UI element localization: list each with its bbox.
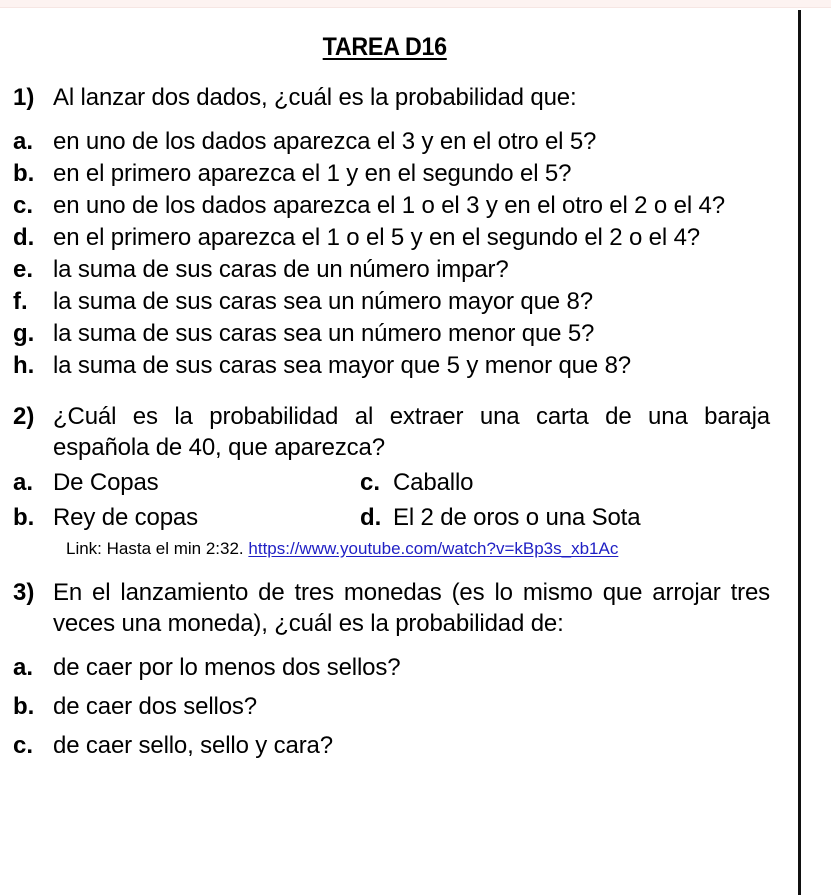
question-2-item-d-text: El 2 de oros o una Sota xyxy=(393,503,641,531)
page-title-text: TAREA D16 xyxy=(322,33,448,61)
question-1-item-a xyxy=(0,126,798,157)
question-3-item-a-text: de caer por lo menos dos sellos? xyxy=(53,653,401,681)
question-2-options-row-2 xyxy=(0,502,798,533)
page-title xyxy=(0,34,770,62)
reference-link-line xyxy=(0,537,798,560)
question-3-item-b-marker: b. xyxy=(13,692,35,720)
question-1-item-g-marker: g. xyxy=(13,319,35,347)
question-1-item-g xyxy=(0,318,798,349)
right-margin-rule xyxy=(798,10,801,895)
question-2-item-b-marker: b. xyxy=(13,503,35,531)
question-3-item-c xyxy=(0,730,798,761)
question-1-item-h xyxy=(0,350,798,381)
question-1-item-f-marker: f. xyxy=(13,287,28,315)
question-2-item-c-text: Caballo xyxy=(393,468,474,496)
question-1-item-c-text: en uno de los dados aparezca el 1 o el 3 y en el otro el 2 o el 4? xyxy=(53,191,725,219)
question-1-item-b-marker: b. xyxy=(13,159,35,187)
youtube-link[interactable]: https://www.youtube.com/watch?v=kBp3s_xb1Ac xyxy=(248,538,619,558)
question-1 xyxy=(0,82,798,113)
question-3-marker: 3) xyxy=(13,578,35,606)
question-2-text: ¿Cuál es la probabilidad al extraer una carta de una baraja española de 40, que aparezca? xyxy=(53,402,770,461)
question-2-item-c xyxy=(360,467,770,498)
question-1-item-b xyxy=(0,158,798,189)
question-1-item-h-text: la suma de sus caras sea mayor que 5 y menor que 8? xyxy=(53,351,631,379)
question-1-item-e-text: la suma de sus caras de un número impar? xyxy=(53,255,509,283)
question-2-item-c-marker: c. xyxy=(360,468,381,496)
question-1-text: Al lanzar dos dados, ¿cuál es la probabilidad que: xyxy=(53,83,577,111)
question-3-item-b xyxy=(0,691,798,722)
question-1-item-d xyxy=(0,222,798,253)
question-3-item-a xyxy=(0,652,798,683)
question-2-item-b xyxy=(0,502,360,533)
question-2 xyxy=(0,401,798,463)
question-1-item-a-marker: a. xyxy=(13,127,34,155)
question-1-item-f-text: la suma de sus caras sea un número mayor que 8? xyxy=(53,287,593,315)
question-1-item-d-text: en el primero aparezca el 1 o el 5 y en el segundo el 2 o el 4? xyxy=(53,223,700,251)
question-1-item-e-marker: e. xyxy=(13,255,34,283)
question-2-options-row-1 xyxy=(0,467,798,498)
question-3-item-b-text: de caer dos sellos? xyxy=(53,692,257,720)
question-1-item-b-text: en el primero aparezca el 1 y en el segundo el 5? xyxy=(53,159,572,187)
question-2-item-d-marker: d. xyxy=(360,503,382,531)
question-3-item-c-marker: c. xyxy=(13,731,34,759)
question-2-item-a-text: De Copas xyxy=(53,468,159,496)
question-3 xyxy=(0,577,798,639)
question-2-marker: 2) xyxy=(13,402,35,430)
reference-link-label: Link: Hasta el min 2:32. xyxy=(66,538,244,558)
question-2-item-a xyxy=(0,467,360,498)
question-1-item-c xyxy=(0,190,798,221)
question-1-item-e xyxy=(0,254,798,285)
question-2-item-d xyxy=(360,502,770,533)
question-1-item-c-marker: c. xyxy=(13,191,34,219)
question-3-item-a-marker: a. xyxy=(13,653,34,681)
page-top-band xyxy=(0,0,831,8)
question-1-item-a-text: en uno de los dados aparezca el 3 y en el otro el 5? xyxy=(53,127,597,155)
question-3-item-c-text: de caer sello, sello y cara? xyxy=(53,731,333,759)
question-1-item-h-marker: h. xyxy=(13,351,35,379)
question-2-item-b-text: Rey de copas xyxy=(53,503,198,531)
question-1-item-f xyxy=(0,286,798,317)
question-1-item-d-marker: d. xyxy=(13,223,35,251)
question-2-item-a-marker: a. xyxy=(13,468,34,496)
document-page xyxy=(0,10,798,895)
question-1-item-g-text: la suma de sus caras sea un número menor que 5? xyxy=(53,319,595,347)
question-1-marker: 1) xyxy=(13,83,35,111)
question-3-text: En el lanzamiento de tres monedas (es lo mismo que arrojar tres veces una moneda), ¿cuál es la probabilidad de: xyxy=(53,578,770,637)
